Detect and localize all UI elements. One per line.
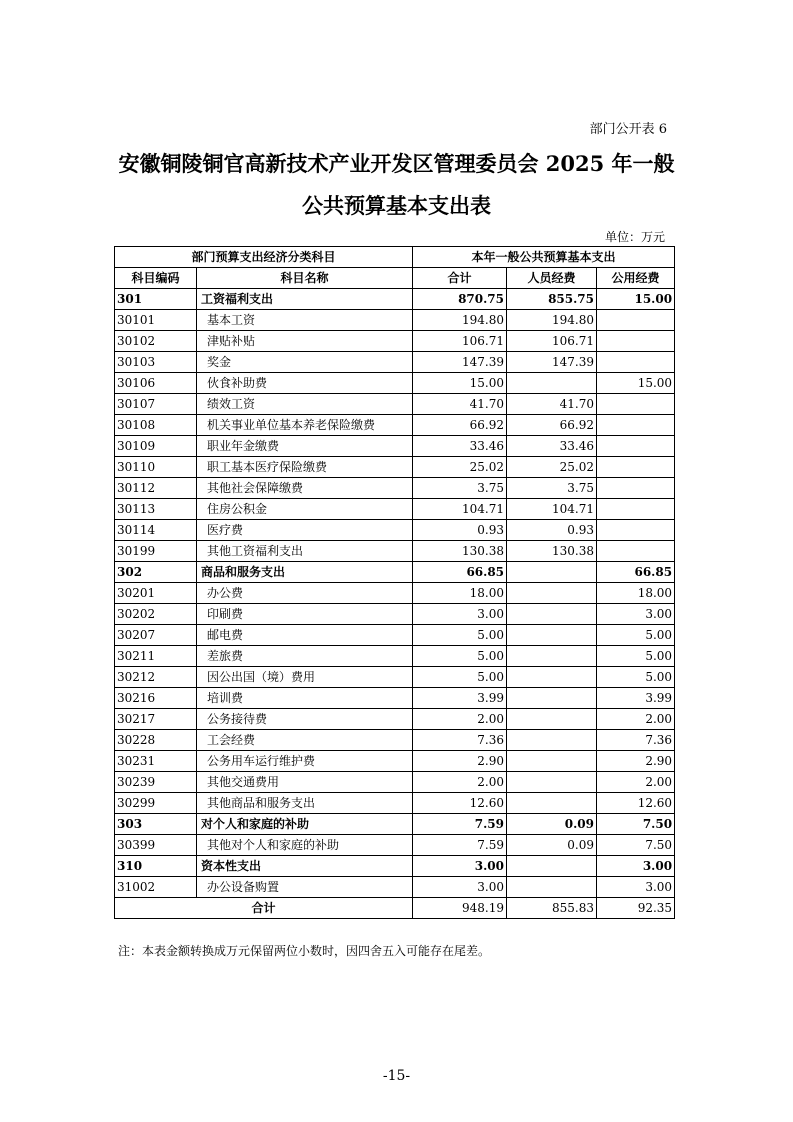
- cell-personnel: [507, 877, 597, 898]
- table-row: [115, 394, 675, 415]
- cell-total: 3.75: [413, 478, 507, 499]
- table-row: [115, 793, 675, 814]
- cell-total: 7.36: [413, 730, 507, 751]
- cell-total: 870.75: [413, 289, 507, 310]
- cell-personnel: 855.75: [507, 289, 597, 310]
- cell-personnel: 106.71: [507, 331, 597, 352]
- cell-personnel: 66.92: [507, 415, 597, 436]
- cell-name: 伙食补助费: [197, 373, 413, 394]
- cell-name: 其他交通费用: [197, 772, 413, 793]
- table-row: [115, 709, 675, 730]
- cell-name: 商品和服务支出: [197, 562, 413, 583]
- cell-name: 资本性支出: [197, 856, 413, 877]
- cell-personnel: 0.93: [507, 520, 597, 541]
- column-header-code: 科目编码: [115, 268, 197, 289]
- cell-personnel: [507, 625, 597, 646]
- cell-name: 差旅费: [197, 646, 413, 667]
- cell-name: 办公设备购置: [197, 877, 413, 898]
- table-row: [115, 520, 675, 541]
- cell-name: 培训费: [197, 688, 413, 709]
- cell-personnel: 104.71: [507, 499, 597, 520]
- cell-personnel: 33.46: [507, 436, 597, 457]
- cell-name: 公务接待费: [197, 709, 413, 730]
- unit-label: 单位：万元: [604, 230, 665, 244]
- cell-personnel: [507, 772, 597, 793]
- group-header-expenditure: 本年一般公共预算基本支出: [413, 247, 675, 268]
- cell-personnel: [507, 793, 597, 814]
- cell-personnel: 0.09: [507, 814, 597, 835]
- cell-code: 31002: [115, 877, 197, 898]
- cell-public: 7.50: [597, 814, 675, 835]
- cell-total: 5.00: [413, 646, 507, 667]
- cell-total: 12.60: [413, 793, 507, 814]
- cell-personnel: [507, 667, 597, 688]
- table-row: [115, 604, 675, 625]
- cell-personnel: [507, 646, 597, 667]
- group-header-classification: 部门预算支出经济分类科目: [115, 247, 413, 268]
- cell-code: 30106: [115, 373, 197, 394]
- cell-code: 30109: [115, 436, 197, 457]
- cell-name: 工资福利支出: [197, 289, 413, 310]
- cell-code: 30114: [115, 520, 197, 541]
- cell-personnel: 41.70: [507, 394, 597, 415]
- cell-public: 15.00: [597, 373, 675, 394]
- cell-public: 12.60: [597, 793, 675, 814]
- cell-code: 30101: [115, 310, 197, 331]
- column-header-name: 科目名称: [197, 268, 413, 289]
- column-header-personnel: 人员经费: [507, 268, 597, 289]
- cell-name: 其他商品和服务支出: [197, 793, 413, 814]
- total-label: 合计: [115, 898, 413, 919]
- cell-name: 办公费: [197, 583, 413, 604]
- cell-total: 3.99: [413, 688, 507, 709]
- cell-public: 2.90: [597, 751, 675, 772]
- cell-public: 66.85: [597, 562, 675, 583]
- table-row: [115, 373, 675, 394]
- cell-public: 7.50: [597, 835, 675, 856]
- cell-total: 5.00: [413, 625, 507, 646]
- cell-personnel: [507, 856, 597, 877]
- cell-code: 30231: [115, 751, 197, 772]
- cell-name: 绩效工资: [197, 394, 413, 415]
- cell-public: 5.00: [597, 646, 675, 667]
- cell-personnel: 147.39: [507, 352, 597, 373]
- page-title-line-2: 公共预算基本支出表: [302, 193, 491, 218]
- cell-total: 106.71: [413, 331, 507, 352]
- table-row: [115, 457, 675, 478]
- cell-personnel: 25.02: [507, 457, 597, 478]
- cell-public: 3.99: [597, 688, 675, 709]
- cell-public: 2.00: [597, 772, 675, 793]
- page-number: -15-: [382, 1068, 411, 1084]
- cell-public: 3.00: [597, 856, 675, 877]
- cell-personnel: [507, 562, 597, 583]
- table-row: [115, 646, 675, 667]
- cell-code: 30103: [115, 352, 197, 373]
- cell-name: 职工基本医疗保险缴费: [197, 457, 413, 478]
- cell-code: 30108: [115, 415, 197, 436]
- table-group-header-row: [115, 247, 675, 268]
- table-column-header-row: [115, 268, 675, 289]
- cell-name: 职业年金缴费: [197, 436, 413, 457]
- cell-personnel: [507, 709, 597, 730]
- table-row: [115, 310, 675, 331]
- cell-total: 2.00: [413, 772, 507, 793]
- table-total-row: [115, 898, 675, 919]
- cell-total: 147.39: [413, 352, 507, 373]
- cell-name: 其他工资福利支出: [197, 541, 413, 562]
- cell-code: 30228: [115, 730, 197, 751]
- cell-code: 30201: [115, 583, 197, 604]
- cell-name: 医疗费: [197, 520, 413, 541]
- cell-code: 30207: [115, 625, 197, 646]
- cell-name: 机关事业单位基本养老保险缴费: [197, 415, 413, 436]
- cell-personnel: [507, 688, 597, 709]
- column-header-total: 合计: [413, 268, 507, 289]
- cell-total: 5.00: [413, 667, 507, 688]
- cell-code: 30216: [115, 688, 197, 709]
- cell-personnel: [507, 730, 597, 751]
- cell-code: 30212: [115, 667, 197, 688]
- table-row: [115, 352, 675, 373]
- cell-public: [597, 520, 675, 541]
- table-row: [115, 772, 675, 793]
- cell-total: 0.93: [413, 520, 507, 541]
- cell-total: 2.90: [413, 751, 507, 772]
- cell-name: 因公出国（境）费用: [197, 667, 413, 688]
- cell-total: 25.02: [413, 457, 507, 478]
- cell-name: 对个人和家庭的补助: [197, 814, 413, 835]
- cell-public: [597, 415, 675, 436]
- cell-code: 30211: [115, 646, 197, 667]
- table-row: [115, 730, 675, 751]
- cell-name: 邮电费: [197, 625, 413, 646]
- cell-personnel: [507, 583, 597, 604]
- cell-total: 3.00: [413, 604, 507, 625]
- table-row: [115, 478, 675, 499]
- cell-total: 18.00: [413, 583, 507, 604]
- cell-name: 公务用车运行维护费: [197, 751, 413, 772]
- cell-public: [597, 499, 675, 520]
- cell-public: [597, 394, 675, 415]
- cell-public: 7.36: [597, 730, 675, 751]
- cell-code: 30199: [115, 541, 197, 562]
- cell-name: 住房公积金: [197, 499, 413, 520]
- cell-code: 30110: [115, 457, 197, 478]
- cell-name: 其他对个人和家庭的补助: [197, 835, 413, 856]
- cell-code: 30113: [115, 499, 197, 520]
- cell-total: 194.80: [413, 310, 507, 331]
- page-title-line-1: 安徽铜陵铜官高新技术产业开发区管理委员会 2025 年一般: [118, 151, 675, 176]
- total-cell-personnel: 855.83: [507, 898, 597, 919]
- cell-code: 30107: [115, 394, 197, 415]
- cell-total: 130.38: [413, 541, 507, 562]
- table-row: [115, 856, 675, 877]
- cell-total: 104.71: [413, 499, 507, 520]
- cell-public: [597, 457, 675, 478]
- cell-public: [597, 331, 675, 352]
- cell-name: 津贴补贴: [197, 331, 413, 352]
- cell-total: 15.00: [413, 373, 507, 394]
- table-row: [115, 331, 675, 352]
- column-header-public: 公用经费: [597, 268, 675, 289]
- cell-code: 30239: [115, 772, 197, 793]
- cell-public: 5.00: [597, 667, 675, 688]
- cell-total: 66.92: [413, 415, 507, 436]
- cell-public: 3.00: [597, 877, 675, 898]
- table-row: [115, 499, 675, 520]
- cell-personnel: [507, 604, 597, 625]
- table-row: [115, 751, 675, 772]
- cell-personnel: [507, 751, 597, 772]
- table-note: 注：本表金额转换成万元保留两位小数时，因四舍五入可能存在尾差。: [118, 944, 491, 958]
- table-row: [115, 667, 675, 688]
- cell-public: [597, 541, 675, 562]
- cell-personnel: 0.09: [507, 835, 597, 856]
- cell-total: 66.85: [413, 562, 507, 583]
- table-row: [115, 436, 675, 457]
- cell-code: 30217: [115, 709, 197, 730]
- cell-personnel: [507, 373, 597, 394]
- cell-code: 30102: [115, 331, 197, 352]
- table-row: [115, 541, 675, 562]
- table-row: [115, 415, 675, 436]
- table-row: [115, 877, 675, 898]
- cell-total: 41.70: [413, 394, 507, 415]
- cell-total: 3.00: [413, 877, 507, 898]
- table-row: [115, 289, 675, 310]
- cell-personnel: 130.38: [507, 541, 597, 562]
- cell-public: [597, 310, 675, 331]
- cell-code: 302: [115, 562, 197, 583]
- cell-code: 310: [115, 856, 197, 877]
- cell-public: [597, 352, 675, 373]
- cell-public: 18.00: [597, 583, 675, 604]
- cell-name: 奖金: [197, 352, 413, 373]
- table-row: [115, 583, 675, 604]
- cell-code: 30112: [115, 478, 197, 499]
- table-row: [115, 814, 675, 835]
- cell-personnel: 3.75: [507, 478, 597, 499]
- cell-code: 303: [115, 814, 197, 835]
- table-row: [115, 835, 675, 856]
- cell-name: 其他社会保障缴费: [197, 478, 413, 499]
- form-number: 部门公开表 6: [589, 122, 667, 137]
- cell-code: 30299: [115, 793, 197, 814]
- cell-total: 3.00: [413, 856, 507, 877]
- table-row: [115, 562, 675, 583]
- cell-code: 30202: [115, 604, 197, 625]
- cell-code: 301: [115, 289, 197, 310]
- cell-total: 7.59: [413, 835, 507, 856]
- cell-total: 7.59: [413, 814, 507, 835]
- cell-public: 5.00: [597, 625, 675, 646]
- cell-name: 工会经费: [197, 730, 413, 751]
- table-row: [115, 688, 675, 709]
- table-row: [115, 625, 675, 646]
- cell-total: 2.00: [413, 709, 507, 730]
- cell-public: 2.00: [597, 709, 675, 730]
- total-cell-public: 92.35: [597, 898, 675, 919]
- total-cell-total: 948.19: [413, 898, 507, 919]
- cell-personnel: 194.80: [507, 310, 597, 331]
- budget-table: [114, 246, 675, 919]
- cell-code: 30399: [115, 835, 197, 856]
- cell-name: 印刷费: [197, 604, 413, 625]
- cell-total: 33.46: [413, 436, 507, 457]
- cell-public: 15.00: [597, 289, 675, 310]
- cell-public: [597, 478, 675, 499]
- cell-public: 3.00: [597, 604, 675, 625]
- cell-public: [597, 436, 675, 457]
- cell-name: 基本工资: [197, 310, 413, 331]
